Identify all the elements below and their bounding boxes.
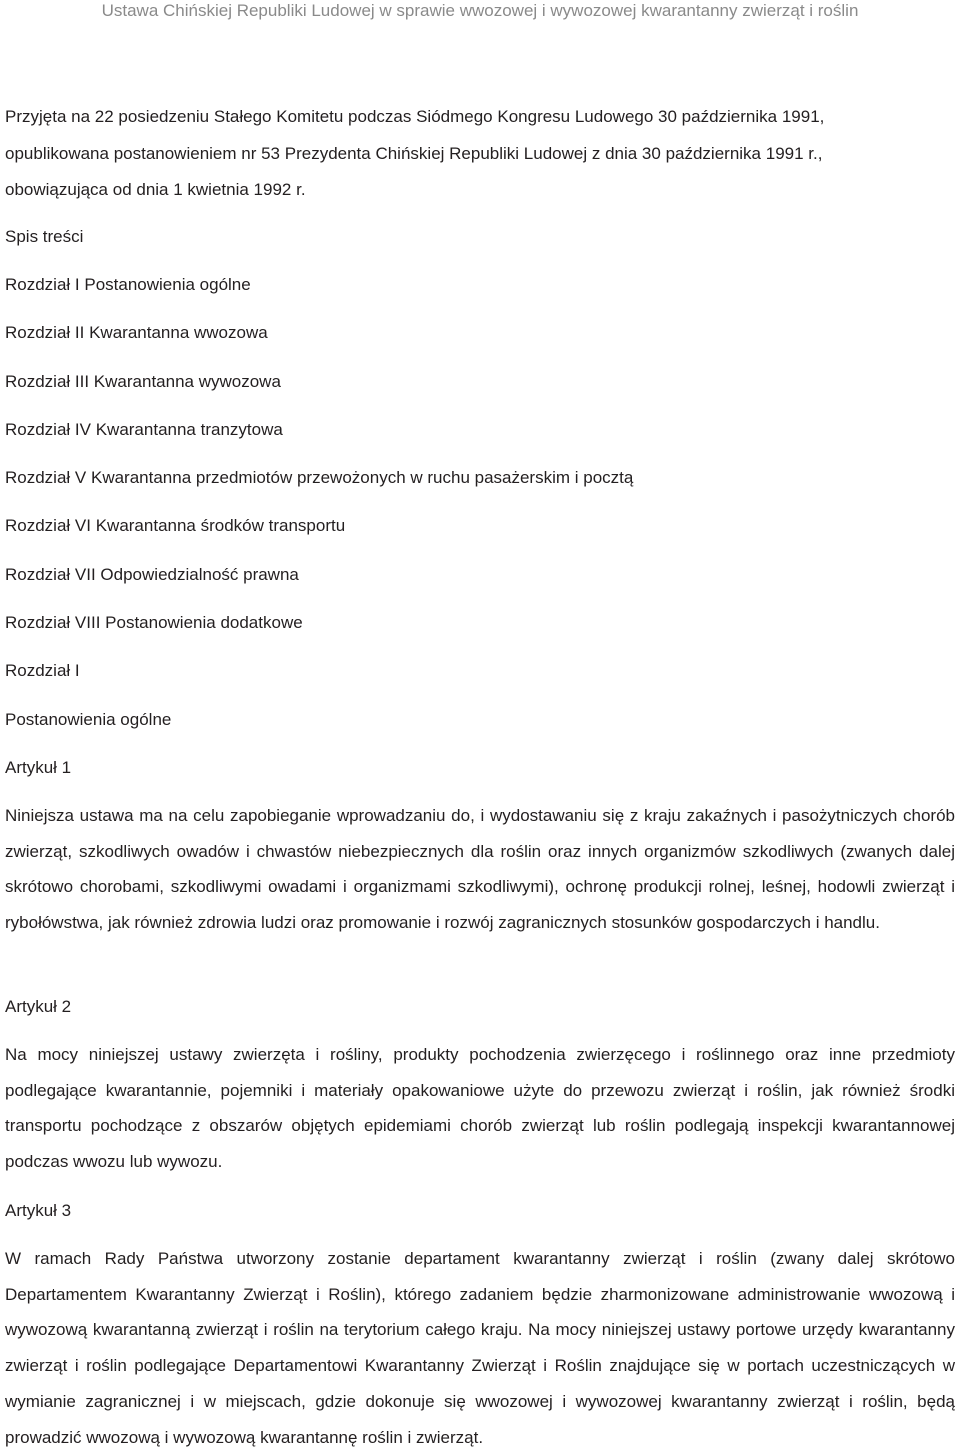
intro-line: Przyjęta na 22 posiedzeniu Stałego Komitetu podczas Siódmego Kongresu Ludowego 30 października 1991, [5,107,825,126]
article-heading: Artykuł 2 [5,997,72,1016]
article-heading: Artykuł 1 [5,758,72,777]
toc-item: Rozdział VI Kwarantanna środków transportu [5,516,346,535]
toc-item: Rozdział VIII Postanowienia dodatkowe [5,613,303,632]
toc-item: Rozdział III Kwarantanna wywozowa [5,372,281,391]
article-text: Na mocy niniejszej ustawy zwierzęta i rośliny, produkty pochodzenia zwierzęcego i roślinnego oraz inne przedmioty podlegające kwarantannie, pojemniki i materiały opakowaniowe użyte do przewozu zwierząt i roślin, jak również środki transportu pochodzące z obszarów objętych epidemiami chorób zwierząt lub roślin podlegają inspekcji kwarantannowej podczas wwozu lub wywozu. [5,1045,955,1172]
toc-item: Rozdział VII Odpowiedzialność prawna [5,565,299,584]
article-text: W ramach Rady Państwa utworzony zostanie departament kwarantanny zwierząt i roślin (zwany dalej skrótowo Departamentem Kwarantanny Zwierząt i Roślin), którego zadaniem będzie zharmonizowane administrowanie wwozową i wywozową kwarantanną zwierząt i roślin na terytorium całego kraju. Na mocy niniejszej ustawy portowe urzędy kwarantanny zwierząt i roślin podlegające Departamentowi Kwarantanny Zwierząt i Roślin znajdujące się w portach uczestniczących w wymianie zagranicznej i w miejscach, gdzie dokonuje się wwozowej i wywozowej kwarantanny zwierząt i roślin, będą prowadzić wwozową i wywozową kwarantannę roślin i zwierząt. [5,1249,955,1447]
chapter-number: Rozdział I [5,661,80,680]
toc-title: Spis treści [5,227,84,246]
running-header: Ustawa Chińskiej Republiki Ludowej w sprawie wwozowej i wywozowej kwarantanny zwierząt i roślin [101,1,859,20]
article-text: Niniejsza ustawa ma na celu zapobieganie wprowadzaniu do, i wydostawaniu się z kraju zakaźnych i pasożytniczych chorób zwierząt, szkodliwych owadów i chwastów niebezpiecznych dla roślin oraz innych organizmów szkodliwych (zwanych dalej skrótowo chorobami, szkodliwymi owadami i organizmami szkodliwymi), ochronę produkcji rolnej, leśnej, hodowli zwierząt i rybołówstwa, jak również zdrowia ludzi oraz promowanie i rozwój zagranicznych stosunków gospodarczych i handlu. [5,806,955,933]
toc-item: Rozdział II Kwarantanna wwozowa [5,323,268,342]
toc-item: Rozdział V Kwarantanna przedmiotów przewożonych w ruchu pasażerskim i pocztą [5,468,634,487]
toc-item: Rozdział I Postanowienia ogólne [5,275,251,294]
toc-item: Rozdział IV Kwarantanna tranzytowa [5,420,283,439]
article-heading: Artykuł 3 [5,1201,72,1220]
chapter-title: Postanowienia ogólne [5,710,172,729]
intro-line: obowiązująca od dnia 1 kwietnia 1992 r. [5,180,306,199]
intro-line: opublikowana postanowieniem nr 53 Prezydenta Chińskiej Republiki Ludowej z dnia 30 października 1991 r., [5,144,823,163]
